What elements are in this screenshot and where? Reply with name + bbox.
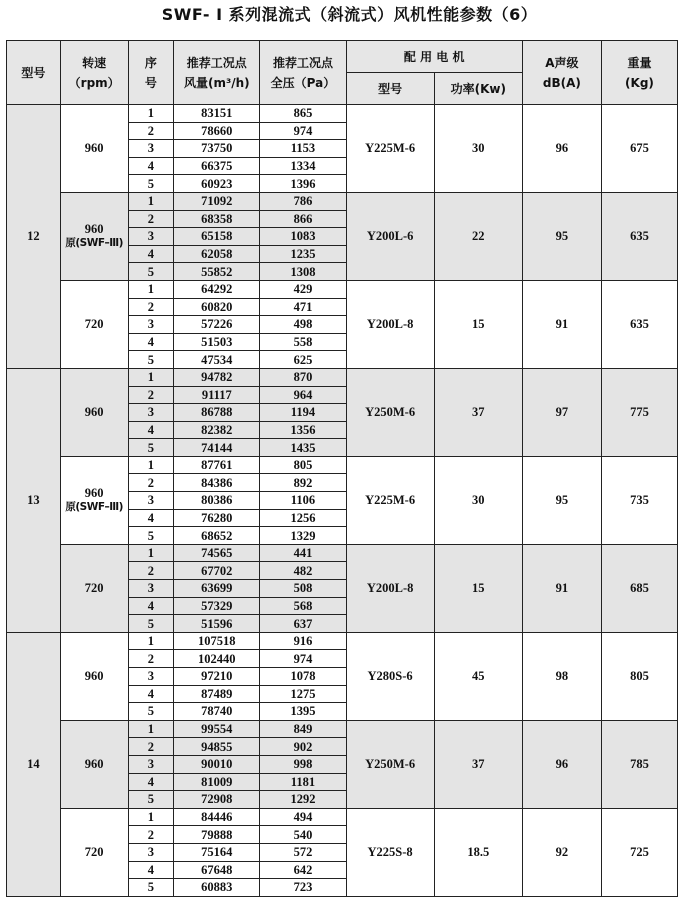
- airflow-cell: 87761: [174, 456, 260, 474]
- speed-cell: [60, 632, 128, 720]
- speed-value: 720: [84, 581, 104, 596]
- header-weight: 重量 (Kg): [601, 41, 677, 105]
- weight-cell: 635: [601, 192, 677, 280]
- airflow-cell: 47534: [174, 351, 260, 369]
- airflow-cell: 67648: [174, 861, 260, 879]
- airflow-cell: 62058: [174, 245, 260, 263]
- seq-cell: 4: [128, 685, 174, 703]
- seq-cell: 3: [128, 843, 174, 861]
- header-motor: 配 用 电 机: [346, 41, 522, 73]
- pressure-cell: 1083: [260, 228, 346, 246]
- seq-cell: 5: [128, 703, 174, 721]
- seq-cell: 4: [128, 333, 174, 351]
- seq-cell: 1: [128, 105, 174, 123]
- airflow-cell: 90010: [174, 755, 260, 773]
- pressure-cell: 482: [260, 562, 346, 580]
- fan-performance-table: [6, 40, 678, 897]
- seq-cell: 1: [128, 368, 174, 386]
- pressure-cell: 998: [260, 755, 346, 773]
- airflow-cell: 97210: [174, 668, 260, 686]
- motor-power-cell: 37: [434, 368, 522, 456]
- pressure-cell: 865: [260, 105, 346, 123]
- seq-cell: 5: [128, 527, 174, 545]
- airflow-cell: 51596: [174, 615, 260, 633]
- airflow-cell: 72908: [174, 791, 260, 809]
- speed-value: 960: [84, 405, 104, 420]
- weight-cell: 725: [601, 808, 677, 896]
- motor-model-cell: Y225M-6: [346, 105, 434, 193]
- seq-cell: 3: [128, 492, 174, 510]
- pressure-cell: 441: [260, 544, 346, 562]
- model-cell: 14: [7, 632, 61, 896]
- pressure-cell: 1329: [260, 527, 346, 545]
- pressure-cell: 1308: [260, 263, 346, 281]
- seq-cell: 3: [128, 404, 174, 422]
- airflow-cell: 102440: [174, 650, 260, 668]
- seq-cell: 3: [128, 316, 174, 334]
- header-pressure: 推荐工况点 全压（Pa）: [260, 41, 346, 105]
- seq-cell: 2: [128, 738, 174, 756]
- seq-cell: 4: [128, 597, 174, 615]
- seq-cell: 4: [128, 861, 174, 879]
- seq-cell: 2: [128, 386, 174, 404]
- speed-note: 原(SWF–Ⅲ): [65, 237, 123, 250]
- motor-power-cell: 30: [434, 456, 522, 544]
- seq-cell: 3: [128, 668, 174, 686]
- seq-cell: 5: [128, 175, 174, 193]
- pressure-cell: 892: [260, 474, 346, 492]
- seq-cell: 4: [128, 245, 174, 263]
- motor-power-cell: 45: [434, 632, 522, 720]
- header-model: 型号: [7, 41, 61, 105]
- noise-cell: 97: [522, 368, 601, 456]
- seq-cell: 1: [128, 280, 174, 298]
- speed-cell: [60, 368, 128, 456]
- motor-model-cell: Y225S-8: [346, 808, 434, 896]
- seq-cell: 5: [128, 879, 174, 897]
- speed-note: 原(SWF–Ⅲ): [65, 501, 123, 514]
- seq-cell: 1: [128, 632, 174, 650]
- motor-power-cell: 37: [434, 720, 522, 808]
- seq-cell: 3: [128, 580, 174, 598]
- airflow-cell: 64292: [174, 280, 260, 298]
- table-row: [7, 192, 678, 210]
- table-row: [7, 456, 678, 474]
- airflow-cell: 75164: [174, 843, 260, 861]
- pressure-cell: 1435: [260, 439, 346, 457]
- pressure-cell: 964: [260, 386, 346, 404]
- speed-cell: [60, 544, 128, 632]
- speed-cell: [60, 808, 128, 896]
- airflow-cell: 78660: [174, 122, 260, 140]
- model-cell: 12: [7, 105, 61, 369]
- motor-power-cell: 15: [434, 544, 522, 632]
- airflow-cell: 99554: [174, 720, 260, 738]
- pressure-cell: 540: [260, 826, 346, 844]
- airflow-cell: 107518: [174, 632, 260, 650]
- pressure-cell: 1356: [260, 421, 346, 439]
- airflow-cell: 68652: [174, 527, 260, 545]
- airflow-cell: 51503: [174, 333, 260, 351]
- table-row: [7, 280, 678, 298]
- weight-cell: 685: [601, 544, 677, 632]
- airflow-cell: 65158: [174, 228, 260, 246]
- table-row: [7, 368, 678, 386]
- pressure-cell: 723: [260, 879, 346, 897]
- seq-cell: 4: [128, 421, 174, 439]
- airflow-cell: 79888: [174, 826, 260, 844]
- seq-cell: 4: [128, 773, 174, 791]
- seq-cell: 3: [128, 228, 174, 246]
- airflow-cell: 60883: [174, 879, 260, 897]
- motor-model-cell: Y200L-6: [346, 192, 434, 280]
- seq-cell: 4: [128, 509, 174, 527]
- seq-cell: 5: [128, 791, 174, 809]
- pressure-cell: 637: [260, 615, 346, 633]
- weight-cell: 675: [601, 105, 677, 193]
- model-cell: 13: [7, 368, 61, 632]
- pressure-cell: 866: [260, 210, 346, 228]
- pressure-cell: 568: [260, 597, 346, 615]
- seq-cell: 5: [128, 615, 174, 633]
- noise-cell: 91: [522, 280, 601, 368]
- airflow-cell: 57226: [174, 316, 260, 334]
- noise-cell: 96: [522, 105, 601, 193]
- airflow-cell: 81009: [174, 773, 260, 791]
- speed-value: 960: [84, 486, 104, 501]
- pressure-cell: 1334: [260, 157, 346, 175]
- airflow-cell: 63699: [174, 580, 260, 598]
- seq-cell: 1: [128, 192, 174, 210]
- table-row: [7, 720, 678, 738]
- motor-model-cell: Y250M-6: [346, 368, 434, 456]
- seq-cell: 2: [128, 298, 174, 316]
- airflow-cell: 80386: [174, 492, 260, 510]
- motor-power-cell: 18.5: [434, 808, 522, 896]
- airflow-cell: 83151: [174, 105, 260, 123]
- speed-cell: [60, 105, 128, 193]
- speed-cell: [60, 192, 128, 280]
- pressure-cell: 1275: [260, 685, 346, 703]
- speed-cell: [60, 720, 128, 808]
- seq-cell: 1: [128, 456, 174, 474]
- header-motor-model: 型号: [346, 73, 434, 105]
- table-row: [7, 105, 678, 123]
- airflow-cell: 66375: [174, 157, 260, 175]
- airflow-cell: 55852: [174, 263, 260, 281]
- seq-cell: 5: [128, 351, 174, 369]
- seq-cell: 4: [128, 157, 174, 175]
- seq-cell: 1: [128, 544, 174, 562]
- table-row: [7, 808, 678, 826]
- airflow-cell: 60820: [174, 298, 260, 316]
- noise-cell: 96: [522, 720, 601, 808]
- table-row: [7, 544, 678, 562]
- pressure-cell: 1396: [260, 175, 346, 193]
- speed-value: 720: [84, 317, 104, 332]
- airflow-cell: 84386: [174, 474, 260, 492]
- seq-cell: 1: [128, 808, 174, 826]
- pressure-cell: 1153: [260, 140, 346, 158]
- table-row: [7, 632, 678, 650]
- airflow-cell: 94855: [174, 738, 260, 756]
- pressure-cell: 870: [260, 368, 346, 386]
- seq-cell: 5: [128, 439, 174, 457]
- seq-cell: 2: [128, 650, 174, 668]
- airflow-cell: 74144: [174, 439, 260, 457]
- weight-cell: 805: [601, 632, 677, 720]
- seq-cell: 3: [128, 755, 174, 773]
- airflow-cell: 71092: [174, 192, 260, 210]
- airflow-cell: 68358: [174, 210, 260, 228]
- pressure-cell: 1395: [260, 703, 346, 721]
- pressure-cell: 572: [260, 843, 346, 861]
- airflow-cell: 86788: [174, 404, 260, 422]
- airflow-cell: 73750: [174, 140, 260, 158]
- pressure-cell: 494: [260, 808, 346, 826]
- seq-cell: 2: [128, 210, 174, 228]
- airflow-cell: 60923: [174, 175, 260, 193]
- motor-model-cell: Y200L-8: [346, 544, 434, 632]
- pressure-cell: 1078: [260, 668, 346, 686]
- pressure-cell: 471: [260, 298, 346, 316]
- motor-model-cell: Y250M-6: [346, 720, 434, 808]
- speed-cell: [60, 456, 128, 544]
- weight-cell: 735: [601, 456, 677, 544]
- airflow-cell: 84446: [174, 808, 260, 826]
- pressure-cell: 1194: [260, 404, 346, 422]
- weight-cell: 775: [601, 368, 677, 456]
- pressure-cell: 805: [260, 456, 346, 474]
- seq-cell: 3: [128, 140, 174, 158]
- seq-cell: 5: [128, 263, 174, 281]
- pressure-cell: 429: [260, 280, 346, 298]
- pressure-cell: 1235: [260, 245, 346, 263]
- pressure-cell: 902: [260, 738, 346, 756]
- airflow-cell: 94782: [174, 368, 260, 386]
- airflow-cell: 76280: [174, 509, 260, 527]
- motor-power-cell: 15: [434, 280, 522, 368]
- speed-cell: [60, 280, 128, 368]
- pressure-cell: 498: [260, 316, 346, 334]
- motor-model-cell: Y200L-8: [346, 280, 434, 368]
- pressure-cell: 916: [260, 632, 346, 650]
- pressure-cell: 625: [260, 351, 346, 369]
- motor-power-cell: 22: [434, 192, 522, 280]
- seq-cell: 2: [128, 562, 174, 580]
- noise-cell: 92: [522, 808, 601, 896]
- pressure-cell: 642: [260, 861, 346, 879]
- pressure-cell: 1292: [260, 791, 346, 809]
- pressure-cell: 849: [260, 720, 346, 738]
- airflow-cell: 67702: [174, 562, 260, 580]
- pressure-cell: 508: [260, 580, 346, 598]
- weight-cell: 635: [601, 280, 677, 368]
- motor-power-cell: 30: [434, 105, 522, 193]
- speed-value: 960: [84, 141, 104, 156]
- airflow-cell: 74565: [174, 544, 260, 562]
- pressure-cell: 558: [260, 333, 346, 351]
- seq-cell: 1: [128, 720, 174, 738]
- weight-cell: 785: [601, 720, 677, 808]
- pressure-cell: 1256: [260, 509, 346, 527]
- noise-cell: 98: [522, 632, 601, 720]
- pressure-cell: 974: [260, 650, 346, 668]
- seq-cell: 2: [128, 826, 174, 844]
- airflow-cell: 82382: [174, 421, 260, 439]
- airflow-cell: 87489: [174, 685, 260, 703]
- noise-cell: 95: [522, 192, 601, 280]
- noise-cell: 95: [522, 456, 601, 544]
- motor-model-cell: Y225M-6: [346, 456, 434, 544]
- motor-model-cell: Y280S-6: [346, 632, 434, 720]
- speed-value: 960: [84, 669, 104, 684]
- seq-cell: 2: [128, 474, 174, 492]
- airflow-cell: 57329: [174, 597, 260, 615]
- noise-cell: 91: [522, 544, 601, 632]
- pressure-cell: 1181: [260, 773, 346, 791]
- speed-value: 960: [84, 757, 104, 772]
- pressure-cell: 786: [260, 192, 346, 210]
- header-seq: 序 号: [128, 41, 174, 105]
- page-title: SWF- I 系列混流式（斜流式）风机性能参数（6）: [161, 5, 538, 24]
- header-motor-power: 功率(Kw): [434, 73, 522, 105]
- airflow-cell: 78740: [174, 703, 260, 721]
- speed-value: 720: [84, 845, 104, 860]
- header-speed: 转速 （rpm）: [60, 41, 128, 105]
- airflow-cell: 91117: [174, 386, 260, 404]
- header-noise: A声级 dB(A): [522, 41, 601, 105]
- pressure-cell: 974: [260, 122, 346, 140]
- pressure-cell: 1106: [260, 492, 346, 510]
- header-airflow: 推荐工况点 风量(m³/h): [174, 41, 260, 105]
- seq-cell: 2: [128, 122, 174, 140]
- speed-value: 960: [84, 222, 104, 237]
